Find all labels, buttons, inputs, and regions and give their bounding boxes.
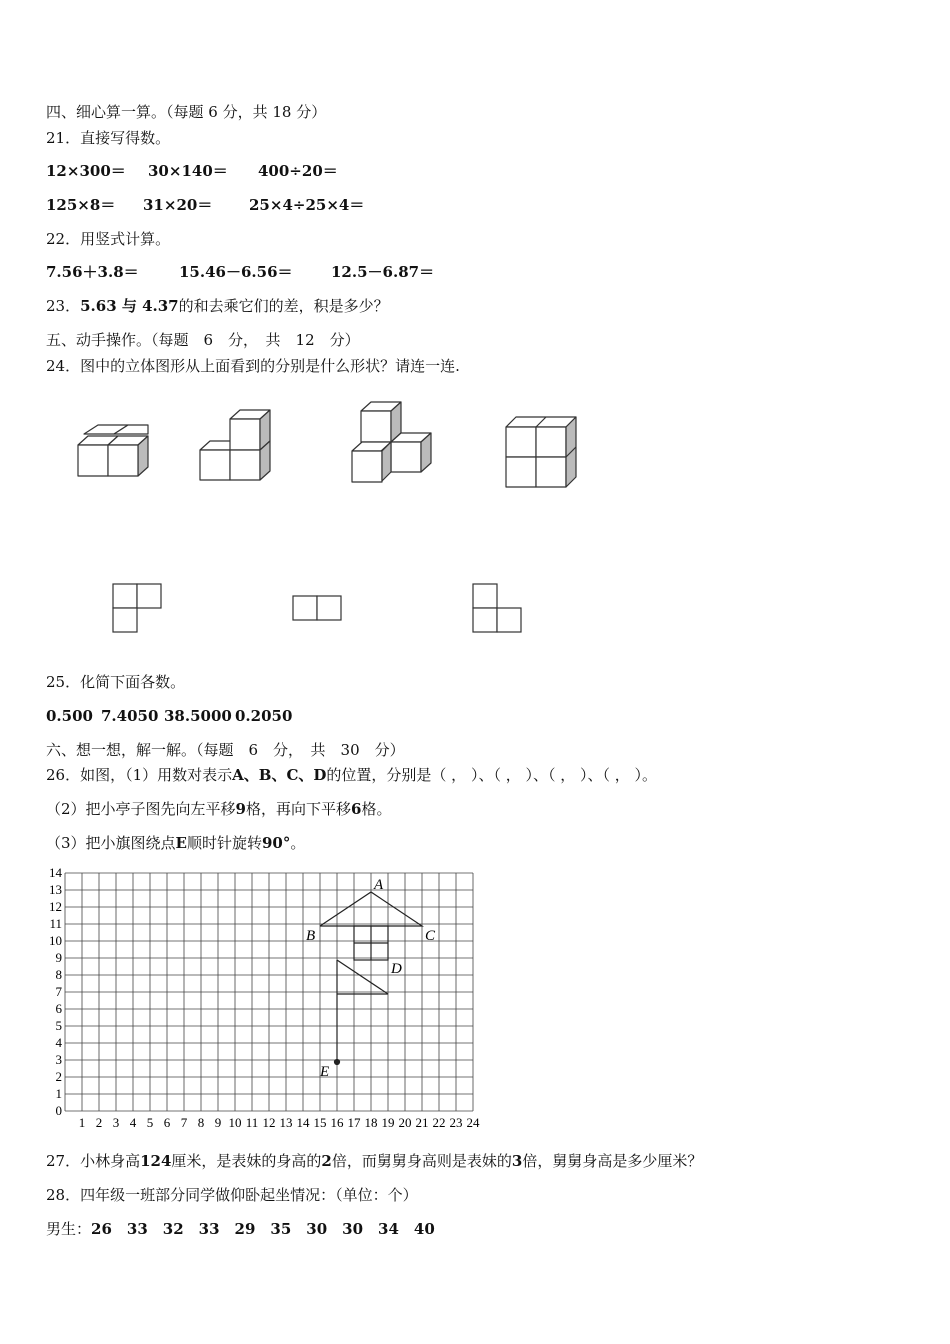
x-tick-label: 12 [262,1115,276,1130]
x-tick-label: 11 [245,1115,259,1130]
flag-figure [335,960,389,1065]
x-tick-label: 1 [78,1115,86,1130]
y-tick-label: 0 [55,1103,62,1118]
q26-point: E [175,834,187,852]
point-d-label: D [391,961,402,977]
q28-boys [46,1219,435,1239]
q23-rest: 的和去乘它们的差，积是多少？ [178,297,389,315]
calc-item: 25×4÷25×4＝ [249,196,365,214]
q26-line2 [46,799,391,819]
y-tick-label: 3 [55,1052,62,1067]
x-tick-label: 24 [466,1115,480,1130]
cube-figures [60,395,660,515]
y-tick-label: 10 [49,933,62,948]
q27-text: 厘米，是表妹的身高的 [171,1152,322,1170]
grid-x-labels [79,1115,480,1130]
number-item: 38.5000 [164,707,232,725]
section4-heading: 四、细心算一算。（每题 6 分，共 18 分） [46,103,327,121]
section6-heading: 六、想一想，解一解。（每题 6 分， 共 30 分） [46,741,405,759]
point-c-label: C [425,928,436,944]
boys-label: 男生： [46,1220,92,1238]
q26-text: 。 [290,834,306,852]
q27-num: 3 [511,1152,523,1170]
x-tick-label: 2 [95,1115,103,1130]
q26-angle: 90° [262,834,291,852]
q23-numbers: 5.63 与 4.37 [80,297,179,315]
q27-text: 27．小林身高 [46,1152,141,1170]
q27-num: 2 [321,1152,332,1170]
solid-figure-4 [506,417,576,487]
x-tick-label: 23 [449,1115,463,1130]
q25-title: 25．化简下面各数。 [46,673,186,691]
y-tick-label: 6 [55,1001,62,1016]
point-a-label: A [374,877,384,893]
y-tick-label: 11 [49,916,62,931]
q28-title: 28．四年级一班部分同学做仰卧起坐情况：（单位：个） [46,1186,418,1204]
x-tick-label: 13 [279,1115,293,1130]
q26-text: 的位置，分别是（ ， ）、（ ， ）、（ ， ）、（ ， ）。 [326,766,658,784]
solid-figure-3 [352,402,431,482]
x-tick-label: 4 [129,1115,137,1130]
calc-item: 12.5－6.87＝ [331,263,435,281]
q26-text: （2）把小亭子图先向左平移 [46,800,236,818]
y-tick-label: 7 [55,984,62,999]
x-tick-label: 15 [313,1115,327,1130]
q26-text: （3）把小旗图绕点 [46,834,176,852]
y-tick-label: 14 [49,865,62,880]
number-item: 7.4050 [101,707,159,725]
q26-text: 顺时针旋转 [186,834,262,852]
q27-text: 倍，而舅舅身高则是表妹的 [331,1152,512,1170]
q23 [46,296,389,316]
x-tick-label: 22 [432,1115,446,1130]
y-tick-label: 9 [55,950,62,965]
q26-line3 [46,833,305,853]
x-tick-label: 14 [296,1115,310,1130]
point-e-label: E [320,1064,330,1080]
calc-item: 125×8＝ [46,196,116,214]
x-tick-label: 7 [180,1115,188,1130]
x-tick-label: 9 [214,1115,222,1130]
q27 [46,1151,702,1171]
q22-title: 22．用竖式计算。 [46,230,171,248]
x-tick-label: 5 [146,1115,154,1130]
y-tick-label: 5 [55,1018,62,1033]
q27-text: 倍，舅舅身高是多少厘米？ [522,1152,703,1170]
q26-num: 9 [235,800,246,818]
calc-item: 400÷20＝ [258,162,338,180]
coordinate-grid [40,862,490,1132]
q27-num: 124 [140,1152,172,1170]
calc-item: 30×140＝ [148,162,228,180]
number-item: 0.500 [46,707,93,725]
q26-num: 6 [351,800,362,818]
q23-prefix: 23． [46,297,81,315]
section5-heading: 五、动手操作。（每题 6 分， 共 12 分） [46,331,360,349]
top-view-shapes [100,580,540,640]
top-view-2 [293,596,341,620]
top-view-1 [113,584,161,632]
y-tick-label: 1 [55,1086,62,1101]
grid-y-labels [49,865,63,1118]
y-tick-label: 2 [55,1069,62,1084]
x-tick-label: 8 [197,1115,205,1130]
q21-title: 21．直接写得数。 [46,129,171,147]
y-tick-label: 4 [55,1035,62,1050]
x-tick-label: 17 [347,1115,361,1130]
calc-item: 15.46－6.56＝ [179,263,293,281]
x-tick-label: 18 [364,1115,378,1130]
top-view-3 [473,584,521,632]
solid-figure-2 [200,410,270,480]
q22-row1 [46,262,434,282]
q26-text: 26．如图，（1）用数对表示 [46,766,233,784]
q21-row2 [46,195,364,215]
q26-line1 [46,765,657,785]
x-tick-label: 21 [415,1115,429,1130]
calc-item: 31×20＝ [143,196,213,214]
solid-figure-1 [78,425,148,476]
x-tick-label: 6 [163,1115,171,1130]
x-tick-label: 19 [381,1115,395,1130]
y-tick-label: 8 [55,967,62,982]
q26-text: 格，再向下平移 [245,800,351,818]
q25-numbers [46,706,292,726]
y-tick-label: 12 [49,899,62,914]
point-b-label: B [306,928,316,944]
boys-values: 26 33 32 33 29 35 30 30 34 40 [91,1220,435,1238]
grid-lines [65,873,473,1111]
number-item: 0.2050 [235,707,293,725]
q21-row1 [46,161,338,181]
x-tick-label: 20 [398,1115,412,1130]
calc-item: 12×300＝ [46,162,126,180]
calc-item: 7.56＋3.8＝ [46,263,139,281]
y-tick-label: 13 [49,882,62,897]
x-tick-label: 3 [112,1115,120,1130]
q26-text: 格。 [361,800,392,818]
x-tick-label: 10 [228,1115,242,1130]
q26-points: A、B、C、D [232,766,327,784]
q24-title: 24．图中的立体图形从上面看到的分别是什么形状？请连一连. [46,357,460,375]
x-tick-label: 16 [330,1115,344,1130]
